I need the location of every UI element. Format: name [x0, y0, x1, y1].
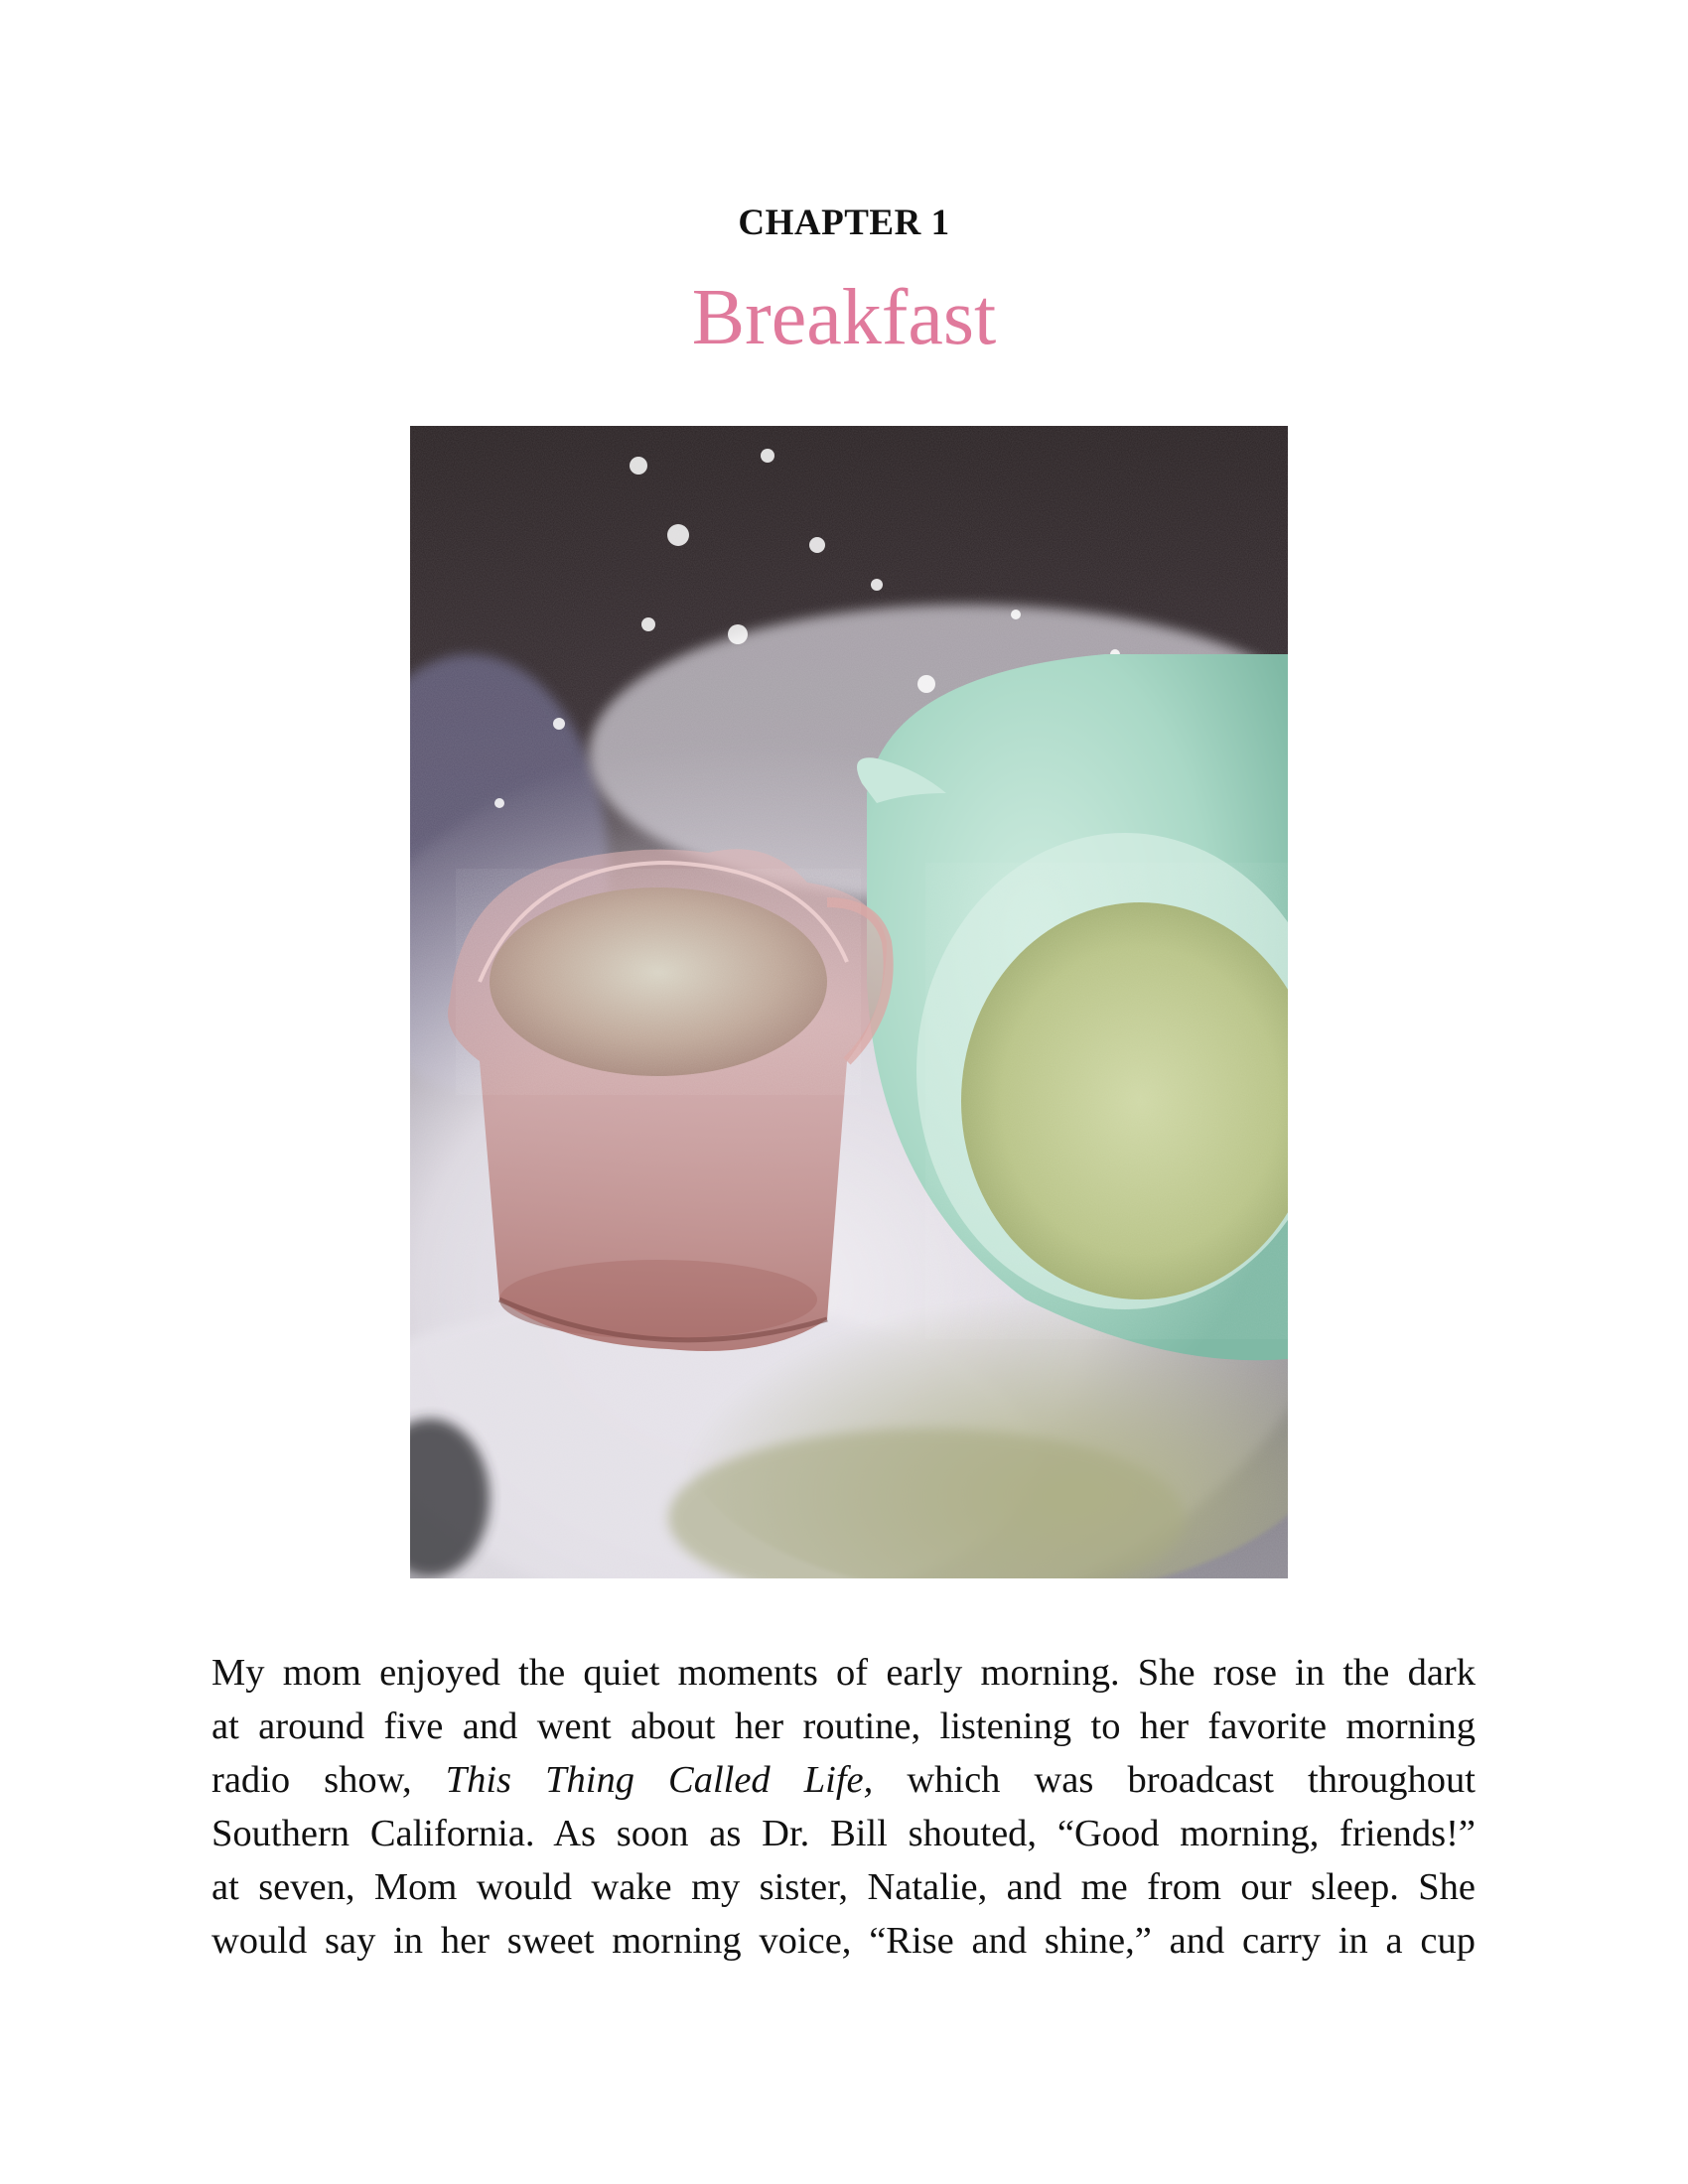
body-line: radio show, This Thing Called Life, which was broadcast throughout — [211, 1759, 1476, 1801]
chapter-photo — [410, 426, 1288, 1578]
radio-show-title: This Thing Called Life, — [445, 1759, 874, 1801]
body-line: would say in her sweet morning voice, “Rise and shine,” and carry in a cup — [211, 1920, 1476, 1962]
body-line: Southern California. As soon as Dr. Bill shouted, “Good morning, friends!” — [211, 1813, 1476, 1854]
flour-bowl-photo — [410, 426, 1288, 1578]
body-line: at seven, Mom would wake my sister, Natalie, and me from our sleep. She — [211, 1866, 1476, 1908]
body-line: at around five and went about her routine, listening to her favorite morning — [211, 1706, 1476, 1747]
chapter-body-text — [211, 1646, 1476, 1968]
measuring-cup — [448, 849, 889, 1351]
chapter-title: Breakfast — [691, 274, 997, 361]
body-line: My mom enjoyed the quiet moments of early morning. She rose in the dark — [211, 1652, 1476, 1694]
chapter-label: CHAPTER 1 — [738, 203, 950, 243]
